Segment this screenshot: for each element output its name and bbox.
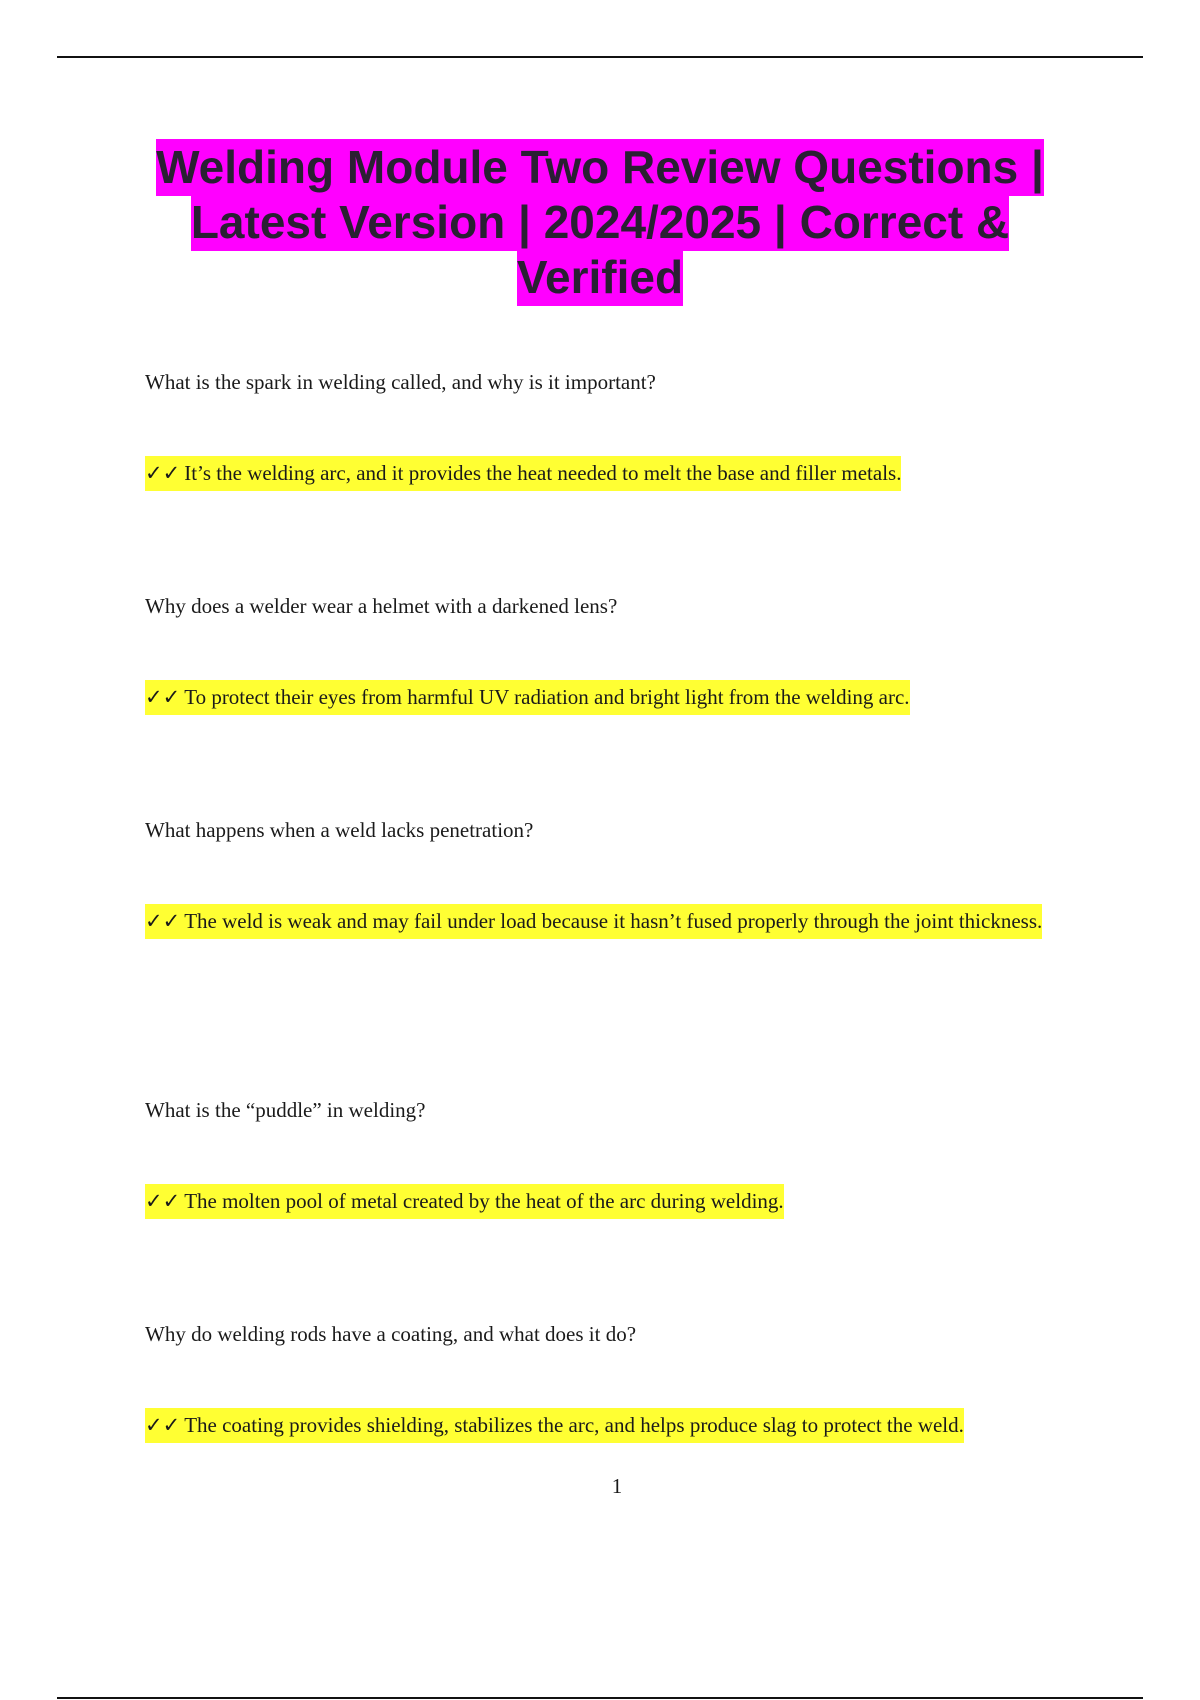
answer-4: [145, 1171, 1095, 1231]
qa-item-2: [145, 592, 1095, 727]
answer-2-text: To protect their eyes from harmful UV radiation and bright light from the welding arc.: [184, 685, 910, 709]
bottom-rule: [57, 1697, 1143, 1699]
qa-item-3: [145, 816, 1095, 951]
answer-2: [145, 667, 1095, 727]
question-2: Why does a welder wear a helmet with a darkened lens?: [145, 594, 618, 618]
qa-item-4: [145, 1096, 1095, 1231]
answer-5: [145, 1395, 1095, 1455]
double-check-icon: ✓✓: [145, 1413, 181, 1437]
double-check-icon: ✓✓: [145, 461, 181, 485]
question-3: What happens when a weld lacks penetration?: [145, 818, 534, 842]
answer-5-text: The coating provides shielding, stabilizes the arc, and helps produce slag to protect the weld.: [184, 1413, 964, 1437]
qa-item-1: [145, 368, 1095, 503]
double-check-icon: ✓✓: [145, 909, 181, 933]
page-number: 1: [611, 1474, 623, 1498]
question-1: What is the spark in welding called, and why is it important?: [145, 370, 656, 394]
double-check-icon: ✓✓: [145, 1189, 181, 1213]
answer-3: [145, 891, 1095, 951]
answer-1: [145, 443, 1095, 503]
document-title-text: Welding Module Two Review Questions | Latest Version | 2024/2025 | Correct & Verified: [156, 139, 1044, 306]
question-5: Why do welding rods have a coating, and what does it do?: [145, 1322, 637, 1346]
answer-3-text: The weld is weak and may fail under load because it hasn’t fused properly through the joint thickness.: [184, 909, 1043, 933]
answer-1-text: It’s the welding arc, and it provides the heat needed to melt the base and filler metals.: [184, 461, 902, 485]
answer-4-text: The molten pool of metal created by the heat of the arc during welding.: [184, 1189, 784, 1213]
question-4: What is the “puddle” in welding?: [145, 1098, 426, 1122]
double-check-icon: ✓✓: [145, 685, 181, 709]
qa-item-5: [145, 1320, 1095, 1455]
top-rule: [57, 56, 1143, 58]
document-title: [120, 140, 1080, 305]
